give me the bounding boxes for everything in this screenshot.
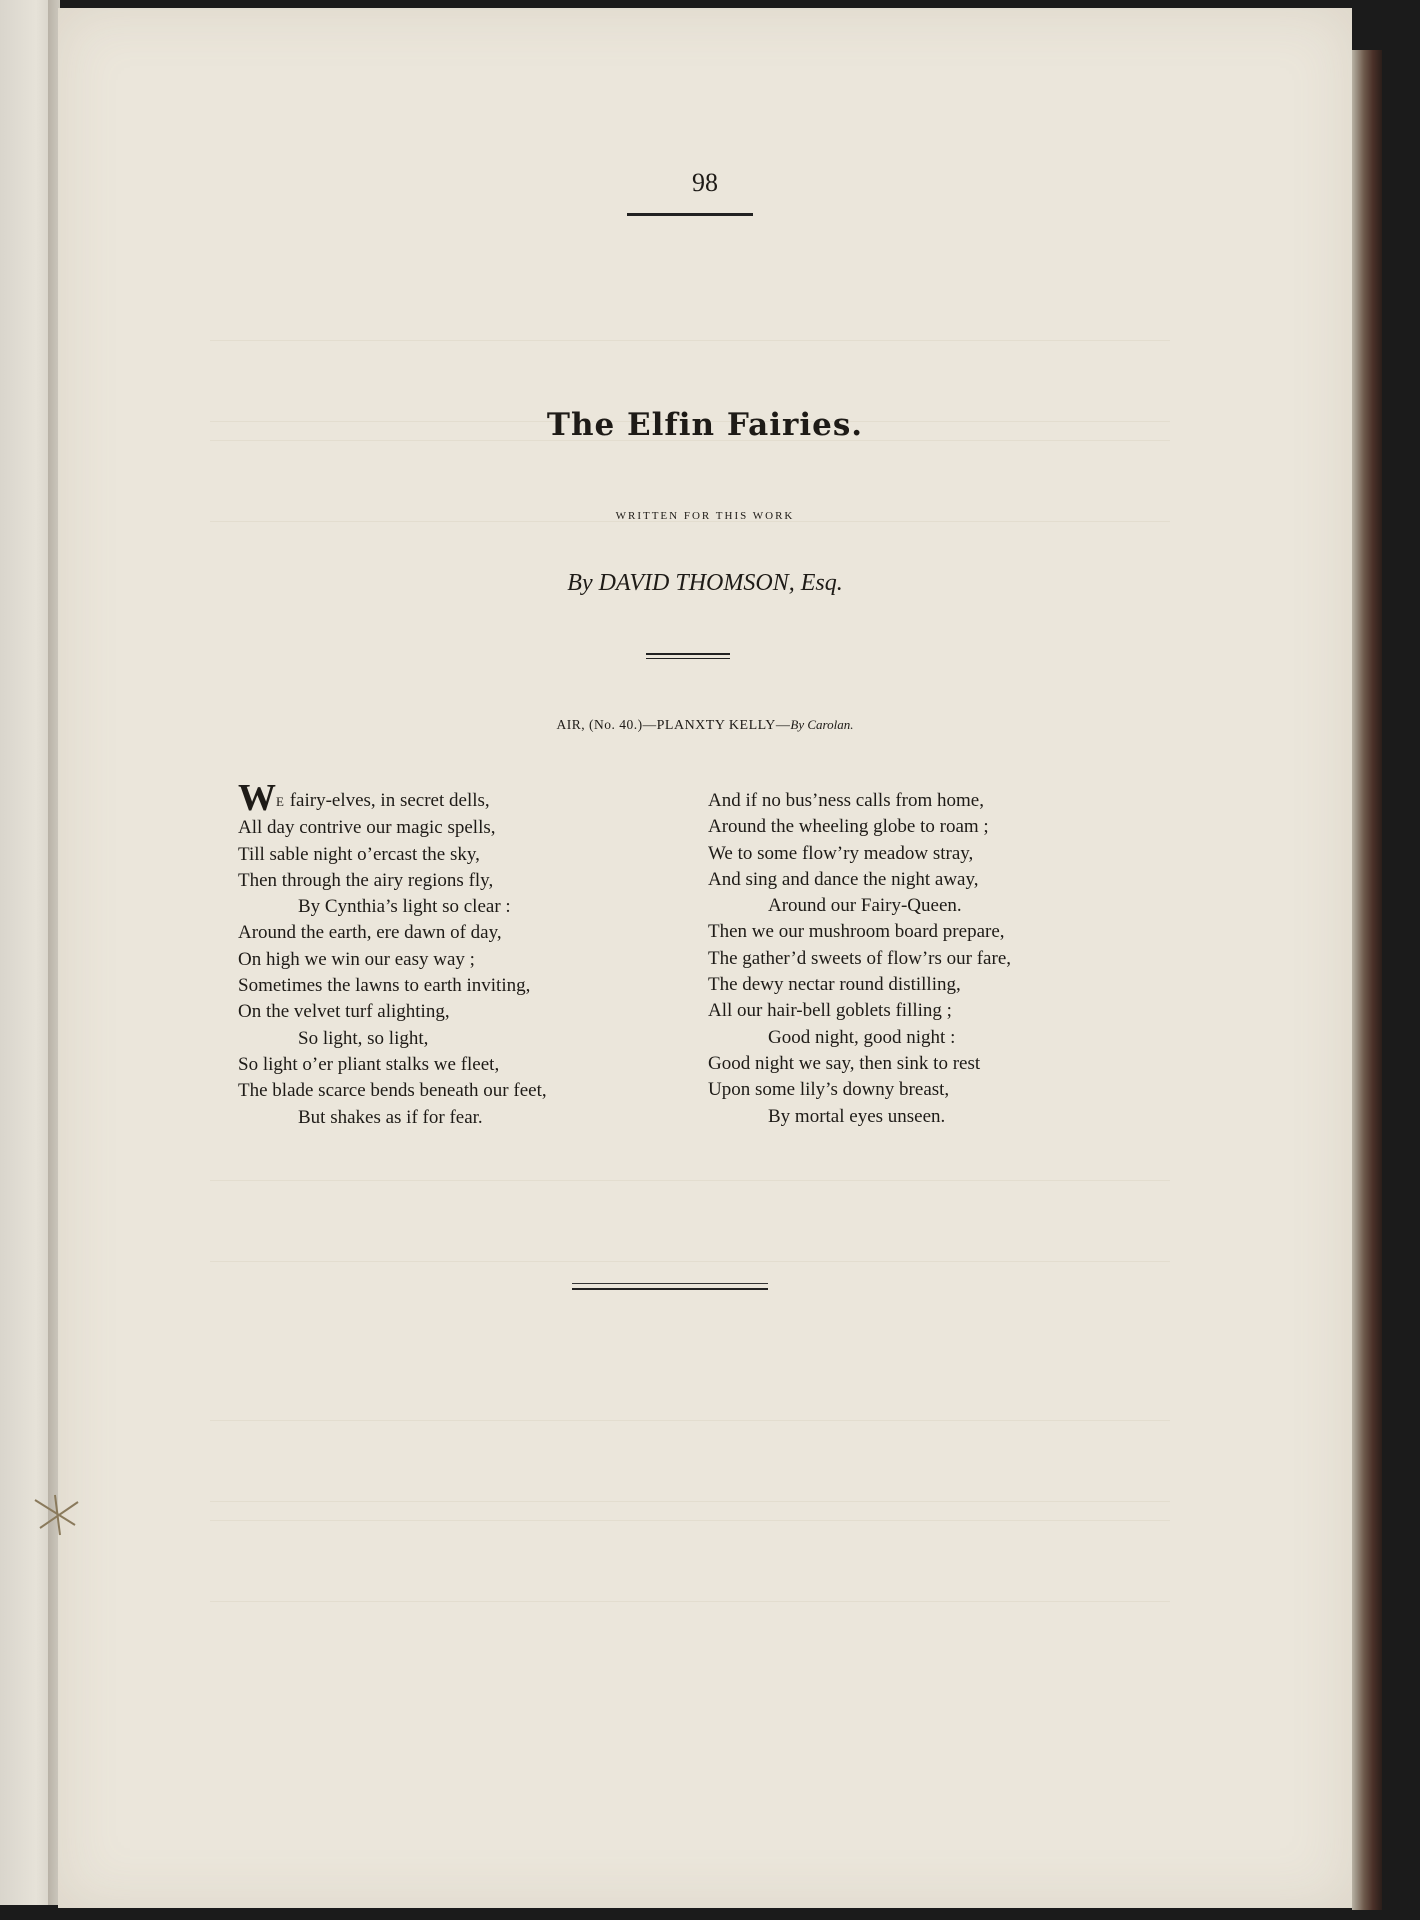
stanza-line: By mortal eyes unseen.: [768, 1105, 946, 1127]
small-cap: E: [276, 794, 285, 809]
stanza-line: So light, so light,: [298, 1027, 429, 1049]
stanza-line: Till sable night o’ercast the sky,: [238, 843, 480, 865]
stanza-line: [238, 777, 547, 819]
page-number-rule: [627, 213, 753, 216]
stanza-line: On high we win our easy way ;: [238, 948, 475, 970]
double-rule: [646, 653, 730, 659]
stanza-line: We to some flow’ry meadow stray,: [708, 842, 974, 864]
stanza-line: But shakes as if for fear.: [298, 1106, 483, 1128]
stanza-line: Then through the airy regions fly,: [238, 869, 494, 891]
stanza-line: The blade scarce bends beneath our feet,: [238, 1080, 547, 1102]
poem-title: The Elfin Fairies.: [546, 407, 864, 443]
stanza-line: And if no bus’ness calls from home,: [708, 790, 984, 811]
stanza-left: [238, 777, 547, 1131]
air-line: [58, 717, 1352, 734]
show-through-staff: [210, 1180, 1170, 1262]
stanza-line: Around the wheeling globe to roam ;: [708, 816, 989, 838]
show-through-staff: [210, 1520, 1170, 1602]
stanza-line: The gather’d sweets of flow’rs our fare,: [708, 947, 1011, 969]
stanza-line: All our hair-bell goblets filling ;: [708, 1000, 952, 1022]
stanza-line: The dewy nectar round distilling,: [708, 974, 961, 996]
show-through-staff: [210, 1420, 1170, 1502]
page-number: 98: [692, 168, 718, 197]
drop-cap: W: [238, 777, 276, 819]
poem-author: By DAVID THOMSON, Esq.: [567, 570, 843, 596]
stanza-line: Good night we say, then sink to rest: [708, 1052, 981, 1074]
stanza-line: Then we our mushroom board prepare,: [708, 921, 1005, 943]
stanza-line: Around our Fairy-Queen.: [768, 895, 962, 917]
stanza-line: Around the earth, ere dawn of day,: [238, 922, 502, 944]
stanza-line: Upon some lily’s downy breast,: [708, 1079, 950, 1101]
air-tune: PLANXTY KELLY—: [656, 718, 791, 733]
air-prefix: AIR, (No. 40.)—: [556, 717, 657, 732]
stanza-line: And sing and dance the night away,: [708, 868, 979, 890]
stanza-line: So light o’er pliant stalks we fleet,: [238, 1053, 500, 1075]
stanza-line: All day contrive our magic spells,: [238, 817, 496, 839]
closing-rule: [572, 1283, 768, 1290]
stanza-line: On the velvet turf alighting,: [238, 1001, 450, 1023]
stanza-line: Sometimes the lawns to earth inviting,: [238, 975, 531, 997]
stanza-line: By Cynthia’s light so clear :: [298, 896, 511, 918]
stanza-right: [708, 788, 1011, 1130]
poem-subtitle: WRITTEN FOR THIS WORK: [615, 510, 795, 522]
book-binding-edge: [1352, 50, 1382, 1910]
first-line-text: fairy-elves, in secret dells,: [284, 790, 490, 811]
stanza-line: Good night, good night :: [768, 1026, 956, 1048]
air-composer: By Carolan.: [790, 717, 854, 732]
binding-thread-icon: [30, 1490, 85, 1540]
